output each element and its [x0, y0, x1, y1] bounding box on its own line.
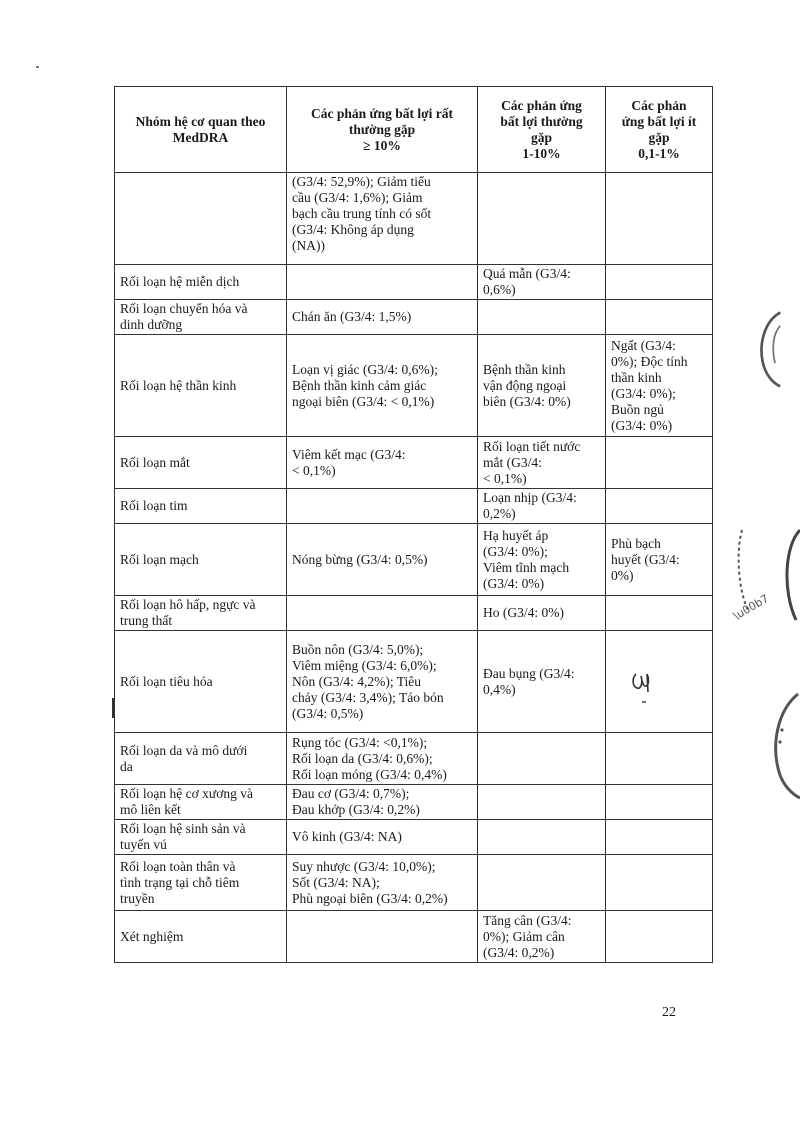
organ-class-cell: Rối loạn hệ miễn dịch [115, 265, 287, 300]
scan-speck [36, 66, 39, 68]
very-common-cell: Loạn vị giác (G3/4: 0,6%); Bệnh thần kinh cảm giác ngoại biên (G3/4: < 0,1%) [287, 335, 478, 437]
stamp-fragment-bottom [758, 690, 800, 800]
stamp-fragment-top [732, 308, 800, 388]
table-row [115, 596, 713, 631]
common-cell: Rối loạn tiết nước mắt (G3/4: < 0,1%) [478, 437, 606, 489]
common-cell [478, 733, 606, 785]
margin-mark [112, 698, 114, 718]
very-common-cell: Buồn nôn (G3/4: 5,0%); Viêm miệng (G3/4: 6,0%); Nôn (G3/4: 4,2%); Tiêu chảy (G3/4: 3,4%); Táo bón (G3/4: 0,5%) [287, 631, 478, 733]
common-cell: Bệnh thần kinh vận động ngoại biên (G3/4: 0%) [478, 335, 606, 437]
table-row [115, 631, 713, 733]
organ-class-cell: Rối loạn tiêu hóa [115, 631, 287, 733]
header-common: Các phản ứng bất lợi thường gặp 1-10% [478, 87, 606, 173]
very-common-cell [287, 596, 478, 631]
table-row [115, 300, 713, 335]
common-cell: Ho (G3/4: 0%) [478, 596, 606, 631]
header-very-common: Các phản ứng bất lợi rất thường gặp ≥ 10% [287, 87, 478, 173]
table-row [115, 173, 713, 265]
very-common-cell: Chán ăn (G3/4: 1,5%) [287, 300, 478, 335]
common-cell [478, 855, 606, 911]
common-cell [478, 785, 606, 820]
header-uncommon: Các phản ứng bất lợi ít gặp 0,1-1% [606, 87, 713, 173]
table-row [115, 524, 713, 596]
uncommon-cell [606, 820, 713, 855]
common-cell: Quá mẫn (G3/4: 0,6%) [478, 265, 606, 300]
uncommon-cell [606, 855, 713, 911]
uncommon-cell [606, 785, 713, 820]
table-row [115, 820, 713, 855]
table-row [115, 855, 713, 911]
very-common-cell: (G3/4: 52,9%); Giảm tiểu cầu (G3/4: 1,6%); Giảm bạch cầu trung tính có sốt (G3/4: Không áp dụng (NA)) [287, 173, 478, 265]
uncommon-cell [606, 911, 713, 963]
organ-class-cell: Rối loạn hệ sinh sản và tuyến vú [115, 820, 287, 855]
uncommon-cell [606, 596, 713, 631]
very-common-cell: Suy nhược (G3/4: 10,0%); Sốt (G3/4: NA); Phù ngoại biên (G3/4: 0,2%) [287, 855, 478, 911]
common-cell [478, 300, 606, 335]
uncommon-cell: Ngất (G3/4: 0%); Độc tính thần kinh (G3/4: 0%); Buồn ngủ (G3/4: 0%) [606, 335, 713, 437]
organ-class-cell: Rối loạn da và mô dưới da [115, 733, 287, 785]
very-common-cell: Nóng bừng (G3/4: 0,5%) [287, 524, 478, 596]
organ-class-cell: Rối loạn hô hấp, ngực và trung thất [115, 596, 287, 631]
table-row [115, 911, 713, 963]
uncommon-cell [606, 733, 713, 785]
table-row [115, 785, 713, 820]
common-cell: Đau bụng (G3/4: 0,4%) [478, 631, 606, 733]
very-common-cell [287, 489, 478, 524]
table-row [115, 437, 713, 489]
very-common-cell [287, 265, 478, 300]
uncommon-cell [606, 300, 713, 335]
header-row [115, 87, 713, 173]
uncommon-cell [606, 173, 713, 265]
organ-class-cell: Rối loạn chuyển hóa và dinh dưỡng [115, 300, 287, 335]
handwritten-initial [628, 668, 658, 708]
common-cell: Tăng cân (G3/4: 0%); Giảm cân (G3/4: 0,2%) [478, 911, 606, 963]
organ-class-cell: Rối loạn tim [115, 489, 287, 524]
uncommon-cell [606, 265, 713, 300]
header-organ-class: Nhóm hệ cơ quan theo MedDRA [115, 87, 287, 173]
organ-class-cell: Xét nghiệm [115, 911, 287, 963]
organ-class-cell: Rối loạn mạch [115, 524, 287, 596]
page-number: 22 [662, 1005, 676, 1020]
very-common-cell: Viêm kết mạc (G3/4: < 0,1%) [287, 437, 478, 489]
organ-class-cell: Rối loạn hệ thần kinh [115, 335, 287, 437]
uncommon-cell [606, 437, 713, 489]
uncommon-cell [606, 631, 713, 733]
very-common-cell [287, 911, 478, 963]
very-common-cell: Rụng tóc (G3/4: <0,1%); Rối loạn da (G3/4: 0,6%); Rối loạn móng (G3/4: 0,4%) [287, 733, 478, 785]
table-row [115, 733, 713, 785]
common-cell: Loạn nhịp (G3/4: 0,2%) [478, 489, 606, 524]
organ-class-cell: Rối loạn mắt [115, 437, 287, 489]
organ-class-cell: Rối loạn hệ cơ xương và mô liên kết [115, 785, 287, 820]
stamp-fragment-middle [730, 520, 800, 630]
svg-text:\u00b7: \u00b7 [731, 592, 771, 623]
table-row [115, 335, 713, 437]
common-cell [478, 820, 606, 855]
adverse-reactions-table [114, 86, 713, 963]
uncommon-cell [606, 489, 713, 524]
organ-class-cell [115, 173, 287, 265]
table-row [115, 489, 713, 524]
very-common-cell: Đau cơ (G3/4: 0,7%); Đau khớp (G3/4: 0,2%) [287, 785, 478, 820]
very-common-cell: Vô kinh (G3/4: NA) [287, 820, 478, 855]
common-cell [478, 173, 606, 265]
table-row [115, 265, 713, 300]
uncommon-cell: Phù bạch huyết (G3/4: 0%) [606, 524, 713, 596]
organ-class-cell: Rối loạn toàn thân và tình trạng tại chỗ tiêm truyền [115, 855, 287, 911]
common-cell: Hạ huyết áp (G3/4: 0%); Viêm tĩnh mạch (G3/4: 0%) [478, 524, 606, 596]
